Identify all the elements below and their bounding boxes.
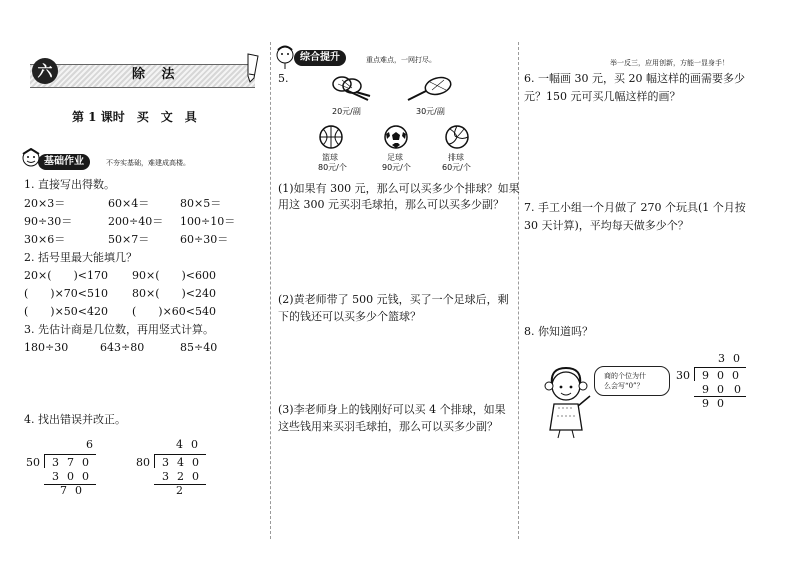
q1-r2-c2: 200÷40＝ — [108, 215, 164, 228]
lesson-title: 第 1 课时 买 文 具 — [72, 110, 197, 124]
q3-item-1: 180÷30 — [24, 341, 69, 354]
girl-mascot-icon — [540, 360, 600, 440]
div3-remainder: 0 — [734, 383, 741, 396]
q4-title: 4. 找出错误并改正。 — [24, 413, 126, 426]
basketball-name: 篮球 — [322, 153, 338, 162]
div2-divisor: 80 — [136, 456, 150, 469]
q1-title: 1. 直接写出得数。 — [24, 178, 115, 191]
q6-line2: 元？150 元可买几幅这样的画？ — [524, 90, 681, 103]
q1-r2-c3: 100÷10＝ — [180, 215, 236, 228]
q1-r1-c2: 60×4＝ — [108, 197, 150, 210]
column-divider-left — [270, 42, 271, 539]
volleyball-price: 60元/个 — [442, 163, 471, 172]
div1-product: 300 — [52, 470, 97, 483]
div3-quotient: 30 — [718, 352, 748, 365]
div3-divisor: 30 — [676, 369, 690, 382]
div1-remainder: 70 — [60, 484, 90, 497]
unit-title: 除 法 — [132, 67, 181, 82]
div1-dividend: 370 — [52, 456, 97, 469]
football-price: 90元/个 — [382, 163, 411, 172]
q5-label: 5. — [278, 72, 289, 85]
tennis-price: 30元/副 — [416, 107, 445, 116]
div1-divisor: 50 — [26, 456, 40, 469]
div1-bracket-top — [44, 454, 96, 455]
q5-sub1-line1: (1)如果有 300 元，那么可以买多少个排球？如果 — [278, 182, 520, 195]
q5-sub3-line2: 这些钱用来买羽毛球拍，那么可以买多少副？ — [278, 420, 498, 433]
unit-number-badge: 六 — [32, 58, 58, 84]
right-motto: 举一反三，应用创新，方能一显身手！ — [610, 59, 729, 67]
q2-r3-c1: ( )×50<420 — [24, 305, 109, 318]
badminton-price: 20元/副 — [332, 107, 361, 116]
q3-item-3: 85÷40 — [180, 341, 218, 354]
bubble-line1: 商的个位为什 — [604, 372, 646, 380]
basketball-price: 80元/个 — [318, 163, 347, 172]
bubble-line2: 么会写“0”？ — [604, 382, 644, 390]
q3-title: 3. 先估计商是几位数，再用竖式计算。 — [24, 323, 214, 336]
q1-r1-c3: 80×5＝ — [180, 197, 222, 210]
q2-r1-c1: 20×( )<170 — [24, 269, 109, 282]
q7-line1: 7. 手工小组一个月做了 270 个玩具(1 个月按 — [524, 201, 746, 214]
div2-remainder: 2 — [176, 484, 183, 497]
q5-sub1-line2: 用这 300 元买羽毛球拍，那么可以买多少副？ — [278, 198, 504, 211]
div2-quotient: 40 — [176, 438, 206, 451]
tennis-racket-icon — [404, 76, 454, 102]
football-icon — [383, 124, 409, 150]
q7-line2: 30 天计算)，平均每天做多少个？ — [524, 219, 689, 232]
div1-quotient: 6 — [86, 438, 93, 451]
football-name: 足球 — [387, 153, 403, 162]
q1-r1-c1: 20×3＝ — [24, 197, 66, 210]
q1-r3-c3: 60÷30＝ — [180, 233, 229, 246]
div3-dividend: 900 — [702, 369, 747, 382]
volleyball-icon — [444, 124, 470, 150]
pencil-icon — [244, 52, 264, 84]
div2-bracket-side — [154, 454, 155, 468]
advanced-badge: 综合提升 — [294, 50, 346, 66]
div3-bracket-top — [694, 367, 746, 368]
thinker-mascot-icon — [274, 44, 296, 70]
div2-product: 320 — [162, 470, 207, 483]
div3-product: 90 — [702, 383, 732, 396]
q5-sub2-line1: (2)黄老师带了 500 元钱，买了一个足球后，剩 — [278, 293, 509, 306]
q5-sub3-line1: (3)李老师身上的钱刚好可以买 4 个排球，如果 — [278, 403, 506, 416]
div2-dividend: 340 — [162, 456, 207, 469]
q6-line1: 6. 一幅画 30 元，买 20 幅这样的画需要多少 — [524, 72, 745, 85]
q5-sub2-line2: 下的钱还可以买多少个篮球？ — [278, 310, 421, 323]
volleyball-name: 排球 — [448, 153, 464, 162]
div1-bracket-side — [44, 454, 45, 468]
div3-final: 90 — [702, 397, 732, 410]
basic-homework-badge: 基础作业 — [38, 154, 90, 170]
q2-r3-c2: ( )×60<540 — [132, 305, 217, 318]
q2-r2-c1: ( )×70<510 — [24, 287, 109, 300]
basketball-icon — [318, 124, 344, 150]
q2-title: 2. 括号里最大能填几？ — [24, 251, 137, 264]
q2-r2-c2: 80×( )<240 — [132, 287, 217, 300]
q2-r1-c2: 90×( )<600 — [132, 269, 217, 282]
q1-r2-c1: 90÷30＝ — [24, 215, 73, 228]
div2-bracket-top — [154, 454, 206, 455]
q8-title: 8. 你知道吗？ — [524, 325, 593, 338]
q1-r3-c2: 50×7＝ — [108, 233, 150, 246]
column-divider-right — [518, 42, 519, 539]
q1-r3-c1: 30×6＝ — [24, 233, 66, 246]
basic-motto: 不夯实基础，难建成高楼。 — [106, 159, 190, 167]
advanced-motto: 重点难点，一网打尽。 — [366, 56, 436, 64]
div3-bracket-side — [694, 367, 695, 381]
badminton-racket-icon — [330, 74, 374, 104]
q3-item-2: 643÷80 — [100, 341, 145, 354]
